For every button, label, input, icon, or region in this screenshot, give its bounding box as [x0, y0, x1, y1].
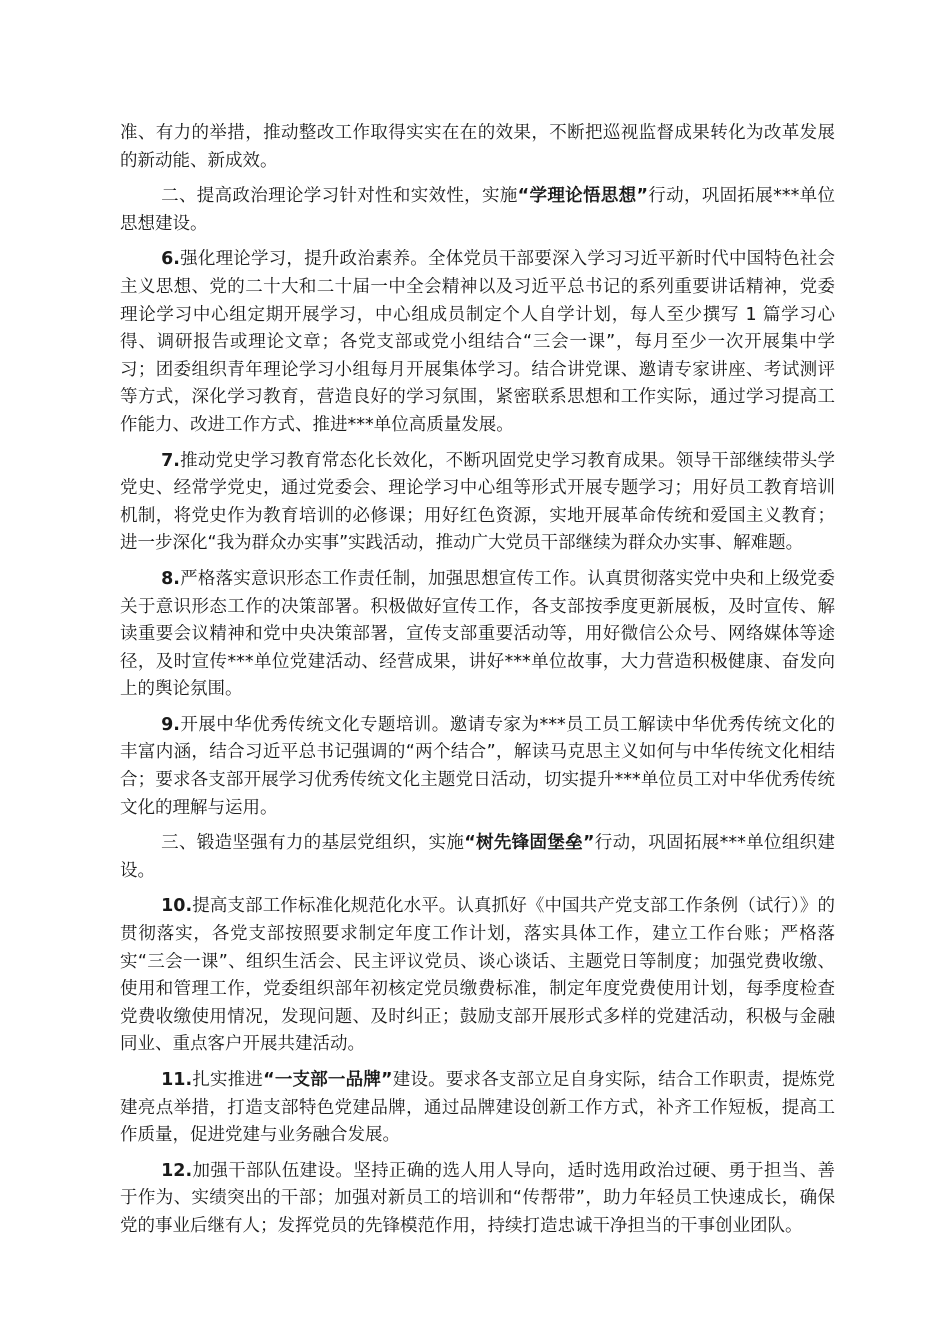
item-7 [120, 448, 835, 558]
section-heading-3-quote: “树先锋固堡垒” [464, 833, 595, 854]
section-heading-2-post: 行动，巩固拓展***单位思想建设。 [120, 186, 835, 234]
item-9-number: 9. [161, 714, 180, 735]
section-heading-3-pre: 三、锻造坚强有力的基层党组织，实施 [161, 833, 465, 854]
item-9-text: 开展中华优秀传统文化专题培训。邀请专家为***员工员工解读中华优秀传统文化的丰富内涵，结合习近平总书记强调的“两个结合”，解读马克思主义如何与中华传统文化相结合；要求各支部开展学习优秀传统文化主题党日活动，切实提升***单位员工对中华优秀传统文化的理解与运用。 [120, 714, 835, 818]
item-10 [120, 893, 835, 1059]
section-heading-2 [120, 183, 835, 238]
item-11-post: 建设。要求各支部立足自身实际，结合工作职责，提炼党建亮点举措，打造支部特色党建品牌，通过品牌建设创新工作方式，补齐工作短板，提高工作质量，促进党建与业务融合发展。 [120, 1070, 836, 1146]
item-12-number: 12. [161, 1160, 193, 1181]
item-10-number: 10. [161, 896, 193, 917]
item-8-text: 严格落实意识形态工作责任制，加强思想宣传工作。认真贯彻落实党中央和上级党委关于意识形态工作的决策部署。积极做好宣传工作，各支部按季度更新展板，及时宣传、解读重要会议精神和党中央决策部署，宣传支部重要活动等，用好微信公众号、网络媒体等途径，及时宣传***单位党建活动、经营成果，讲好***单位故事，大力营造积极健康、奋发向上的舆论氛围。 [120, 568, 835, 700]
item-7-text: 推动党史学习教育常态化长效化，不断巩固党史学习教育成果。领导干部继续带头学党史、经常学党史，通过党委会、理论学习中心组等形式开展专题学习；用好员工教育培训机制，将党史作为教育培训的必修课；用好红色资源，实地开展革命传统和爱国主义教育；进一步深化“我为群众办实事”实践活动，推动广大党员干部继续为群众办实事、解难题。 [120, 450, 835, 554]
item-7-number: 7. [161, 450, 180, 471]
document-body [120, 120, 835, 1249]
item-6 [120, 246, 835, 439]
intro-paragraph: 准、有力的举措，推动整改工作取得实实在在的效果，不断把巡视监督成果转化为改革发展的新动能、新成效。 [120, 123, 835, 171]
item-11 [120, 1067, 835, 1150]
item-6-number: 6. [161, 249, 180, 270]
item-10-text: 提高支部工作标准化规范化水平。认真抓好《中国共产党支部工作条例（试行）》的贯彻落实，各党支部按照要求制定年度工作计划，落实具体工作，建立工作台账；严格落实“三会一课”、组织生活会、民主评议党员、谈心谈话、主题党日等制度；加强党费收缴、使用和管理工作，党委组织部年初核定党员缴费标准，制定年度党费使用计划，每季度检查党费收缴使用情况，发现问题、及时纠正；鼓励支部开展形式多样的党建活动，积极与金融同业、重点客户开展共建活动。 [120, 896, 835, 1055]
section-heading-2-pre: 二、提高政治理论学习针对性和实效性，实施 [161, 186, 518, 207]
item-12-text: 加强干部队伍建设。坚持正确的选人用人导向，适时选用政治过硬、勇于担当、善于作为、实绩突出的干部；加强对新员工的培训和“传帮带”，助力年轻员工快速成长，确保党的事业后继有人；发挥党员的先锋模范作用，持续打造忠诚干净担当的干事创业团队。 [120, 1160, 835, 1236]
item-8 [120, 566, 835, 704]
item-11-number: 11. [161, 1070, 193, 1090]
item-11-quote: “一支部一品牌” [263, 1070, 393, 1090]
item-6-text: 强化理论学习，提升政治素养。全体党员干部要深入学习习近平新时代中国特色社会主义思想、党的二十大和二十届一中全会精神以及习近平总书记的系列重要讲话精神，党委理论学习中心组定期开展学习，中心组成员制定个人自学计划，每人至少撰写 1 篇学习心得、调研报告或理论文章；各党支部或党小组结合“三会一课”，每月至少一次开展集中学习；团委组织青年理论学习小组每月开展集体学习。结合讲党课、邀请专家讲座、考试测评等方式，深化学习教育，营造良好的学习氛围，紧密联系思想和工作实际，通过学习提高工作能力、改进工作方式、推进***单位高质量发展。 [120, 249, 835, 435]
item-9 [120, 712, 835, 822]
item-12 [120, 1158, 835, 1241]
item-11-pre: 扎实推进 [192, 1070, 264, 1090]
section-heading-2-quote: “学理论悟思想” [517, 186, 648, 207]
item-8-number: 8. [161, 568, 180, 589]
section-heading-3-post: 行动，巩固拓展***单位组织建设。 [120, 833, 835, 881]
section-heading-3 [120, 830, 835, 885]
